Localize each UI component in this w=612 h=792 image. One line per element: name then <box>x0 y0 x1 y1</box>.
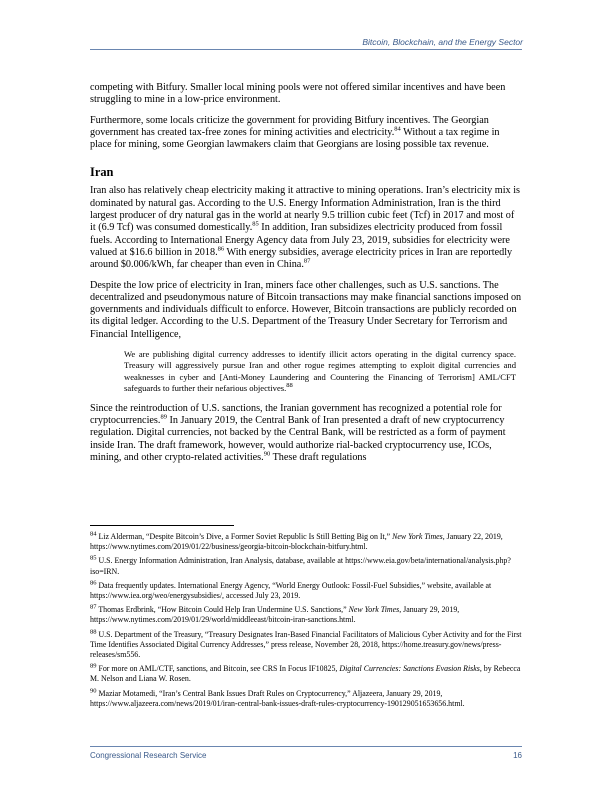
text-run: In addition, Iran subsidizes electricity produced from fossil fuels. According to International Energy Agency data from July 23, 2019, subsidies for electricity were valued at $16.6 billion in 2018. <box>90 222 510 258</box>
footnote-text: Thomas Erdbrink, “How Bitcoin Could Help Iran Undermine U.S. Sanctions,” <box>96 605 349 615</box>
text-run: In January 2019, the Central Bank of Iran presented a draft of new cryptocurrency regulation. Digital currencies, not backed by the Central Bank, will be restricted as a form of payment inside Iran. The draft framework, however, would authorize rial-backed cryptocurrency use, ICOs, mining, and other crypto-related activities. <box>90 414 506 463</box>
footnote-ref-90[interactable]: 90 <box>263 450 271 458</box>
text-run: competing with Bitfury. Smaller local mining pools were not offered similar incentives and have been struggling to mine in a low-price environment. <box>90 82 506 106</box>
footnote-title: New York Times <box>392 532 443 541</box>
footnote-text: Maziar Motamedi, “Iran’s Central Bank Issues Draft Rules on Cryptocurrency,” Aljazeera, January 29, 2019, https://www.aljazeera.com/news/2019/01/iran-central-bank-issues-draft-rules-cryptocurrency-190129051653656.html. <box>90 688 465 708</box>
paragraph-iran-electricity <box>90 185 522 271</box>
footnote-text: , by Rebecca M. Nelson and Liana W. Rosen. <box>90 664 521 684</box>
footnote-text: , January 29, 2019, https://www.nytimes.com/2019/01/29/world/middleeast/bitcoin-iran-sanctions.html. <box>90 605 460 625</box>
footnote-86 <box>90 581 522 601</box>
footnote-number: 89 <box>90 662 97 670</box>
footnote-separator <box>90 525 234 526</box>
footnote-number: 84 <box>90 530 97 538</box>
page-number: 16 <box>513 751 522 760</box>
footnote-ref-86[interactable]: 86 <box>217 245 225 253</box>
running-header: Bitcoin, Blockchain, and the Energy Sector <box>362 37 523 47</box>
footnote-title: New York Times <box>348 605 400 615</box>
footnote-ref-84[interactable]: 84 <box>394 125 401 133</box>
footnote-90 <box>90 689 522 709</box>
section-heading-iran: Iran <box>90 165 114 180</box>
footnote-title: Digital Currencies: Sanctions Evasion Risks <box>339 664 480 674</box>
text-run: Without a tax regime in place for mining, some Georgian lawmakers claim that Georgians are losing possible tax revenue. <box>90 126 500 151</box>
text-run: Iran also has relatively cheap electricity making it attractive to mining operations. Iran’s electricity mix is dominated by natural gas. According to the U.S. Energy Information Administration, Iran is the third largest producer of dry natural gas in the world at nearly 9.5 trillion cubic feet (Tcf) in 2017 and most of it (6.9 Tcf) was consumed domestically. <box>90 185 520 234</box>
paragraph-georgian-tax <box>90 115 522 152</box>
text-run: With energy subsidies, average electricity prices in Iran are reportedly around $0.006/kWh, far cheaper than even in China. <box>90 246 513 271</box>
footnote-85 <box>90 556 522 576</box>
text-run: These draft regulations <box>270 451 367 463</box>
footnote-84 <box>90 532 522 552</box>
footnote-number: 88 <box>90 628 97 635</box>
footnote-text: Data frequently updates. International Energy Agency, “World Energy Outlook: Fossil-Fuel Subsidies,” website, available at https://www.iea.org/weo/energysubsidies/, accessed July 23, 2019. <box>90 580 492 601</box>
footnote-87 <box>90 605 522 625</box>
footnote-number: 85 <box>90 554 97 562</box>
footnote-ref-85[interactable]: 85 <box>252 220 259 228</box>
footnote-number: 90 <box>90 687 97 695</box>
footnote-ref-87[interactable]: 87 <box>303 257 311 265</box>
text-run: We are publishing digital currency addresses to identify illicit actors operating in the digital currency space. Treasury will aggressively pursue Iran and other rogue regimes attempting to exploit digital currencies and weaknesses in cyber and [Anti-Money Laundering and Countering the Financing of Terrorism] AML/CFT safeguards to further their nefarious objectives. <box>124 349 516 394</box>
footnote-text: U.S. Department of the Treasury, “Treasury Designates Iran-Based Financial Facilitators of Malicious Cyber Activity and for the First Time Identifies Associated Digital Currency Addresses,” press release, November 28, 2018, https://home.treasury.gov/news/press-releases/sm556. <box>90 629 522 660</box>
footnote-88 <box>90 630 522 661</box>
main-body <box>90 82 522 472</box>
header-rule <box>90 49 522 50</box>
text-run: Furthermore, some locals criticize the government for providing Bitfury incentives. The Georgian government has created tax-free zones for mining activities and electricity. <box>90 114 489 138</box>
paragraph-bitfury-pools <box>90 82 522 107</box>
block-quote-treasury <box>124 349 516 395</box>
paragraph-iran-crypto-regulation <box>90 403 522 464</box>
footnote-text: For more on AML/CTF, sanctions, and Bitcoin, see CRS In Focus IF10825, <box>96 664 340 674</box>
footnote-text: , January 22, 2019, https://www.nytimes.com/2019/01/22/business/georgia-bitcoin-blockchain-bitfury.html. <box>90 532 503 552</box>
footnote-text: Liz Alderman, “Despite Bitcoin’s Dive, a Former Soviet Republic Is Still Betting Big on It,” <box>96 532 393 541</box>
footnote-89 <box>90 664 522 684</box>
footnote-text: U.S. Energy Information Administration, Iran Analysis, database, available at https://www.eia.gov/beta/international/analysis.php?iso=IRN. <box>90 556 511 576</box>
footnote-ref-89[interactable]: 89 <box>160 413 167 421</box>
text-run: Despite the low price of electricity in Iran, miners face other challenges, such as U.S. sanctions. The decentralized and pseudonymous nature of Bitcoin transactions may make financial sanctions imposed on governments and individuals difficult to enforce. However, Bitcoin transactions are publicly recorded on its digital ledger. According to the U.S. Department of the Treasury Under Secretary for Terrorism and Financial Intelligence, <box>90 279 522 340</box>
footnotes <box>90 532 522 713</box>
text-run: Since the reintroduction of U.S. sanctions, the Iranian government has recognized a potential role for cryptocurrencies. <box>90 402 502 426</box>
footnote-number: 87 <box>90 603 97 611</box>
footnote-number: 86 <box>90 579 97 587</box>
paragraph-iran-sanctions <box>90 280 522 341</box>
footer-source: Congressional Research Service <box>90 751 207 760</box>
footer-rule <box>90 746 522 747</box>
footnote-ref-88[interactable]: 88 <box>286 382 293 390</box>
